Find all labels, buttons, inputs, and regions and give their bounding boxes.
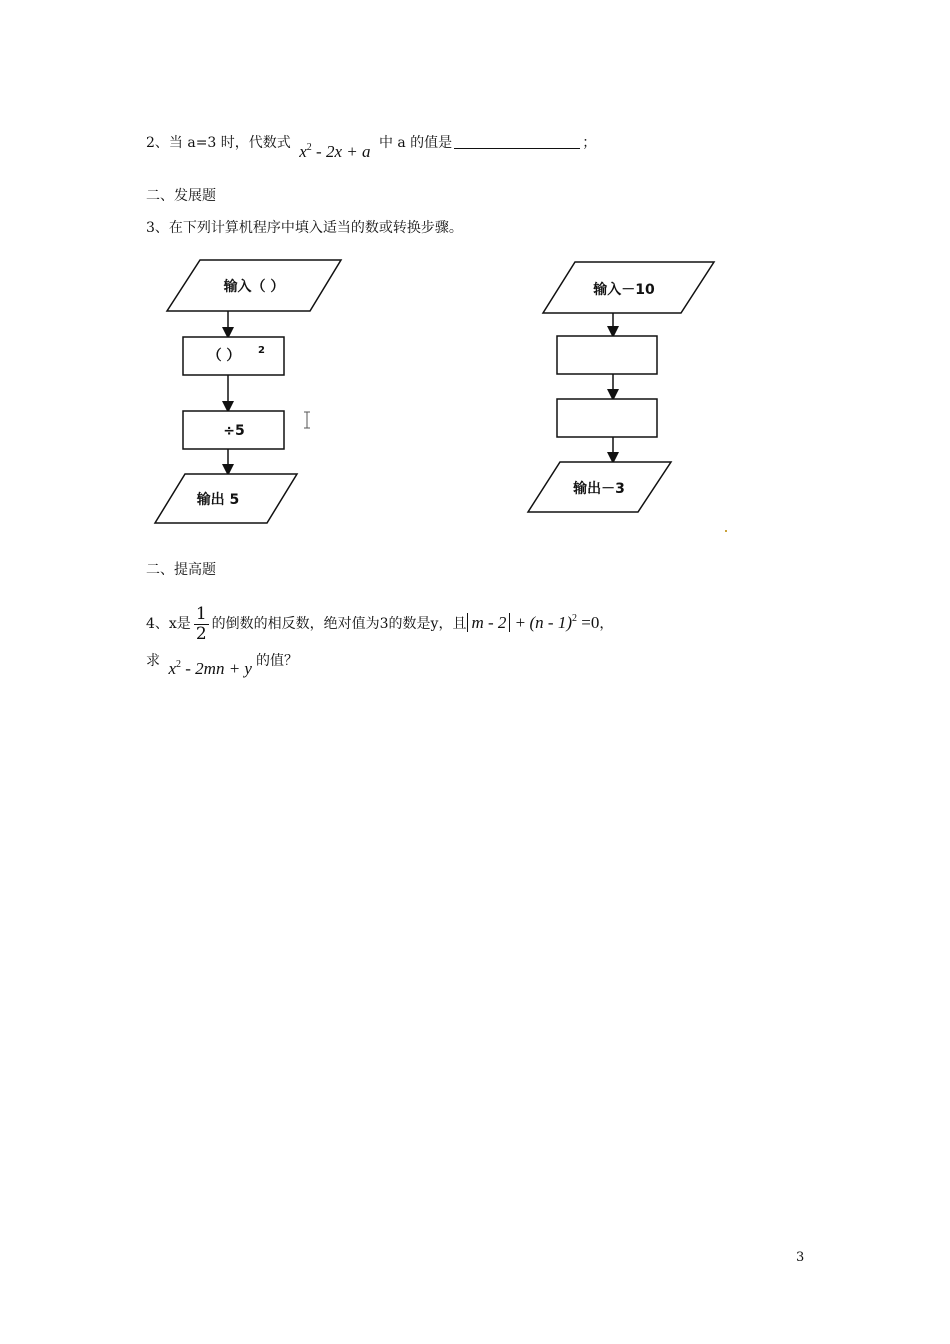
q4-comma: ， [599,616,614,632]
left-step1-text: （ ） [207,348,241,364]
left-step1-exp: 2 [258,345,265,356]
flowchart-left [155,260,341,523]
right-step1-box[interactable] [557,336,657,374]
q4-line2-suffix: 的值？ [255,653,298,669]
fraction-one-half: $\frac{1}{2}$ [195,603,207,644]
question-4-line-2 [146,646,298,678]
q4-line2-prefix: 求 [146,653,160,669]
q4-expression: $x^2 - 2mn + y$ [168,659,252,678]
flowchart-right [528,262,714,512]
flowchart-diagrams [0,0,950,560]
left-output-text: 输出 5 [196,492,240,508]
q4-part2: 的倒数的相反数，绝对值为3的数是y，且 [211,616,467,632]
left-step2-text: ÷5 [223,423,245,439]
section-heading-advanced: 二、提高题 [146,562,216,578]
q2-end: ； [582,135,597,151]
question-3: 3、在下列计算机程序中填入适当的数或转换步骤。 [146,220,463,236]
right-step2-box[interactable] [557,399,657,437]
text-cursor-icon [304,412,310,428]
section-heading-develop: 二、发展题 [146,188,216,204]
abs-value: m - 2 [467,613,510,632]
stray-dot [725,530,727,532]
left-input-text: 输入（ ） [223,279,285,295]
q2-suffix: 中 a 的值是 [378,135,453,151]
q4-part1: 4、x是 [146,616,191,632]
page-number: 3 [796,1250,805,1265]
q2-prefix: 2、当 a=3 时，代数式 [146,135,291,151]
q2-expression: $x^2 - 2x + a$ [299,142,371,161]
q4-condition: m - 2 + (n - 1)$^2$ =0 [466,613,599,632]
question-4-line-1 [146,596,613,642]
right-output-text: 输出－3 [573,481,625,497]
right-input-text: 输入－10 [593,282,655,298]
